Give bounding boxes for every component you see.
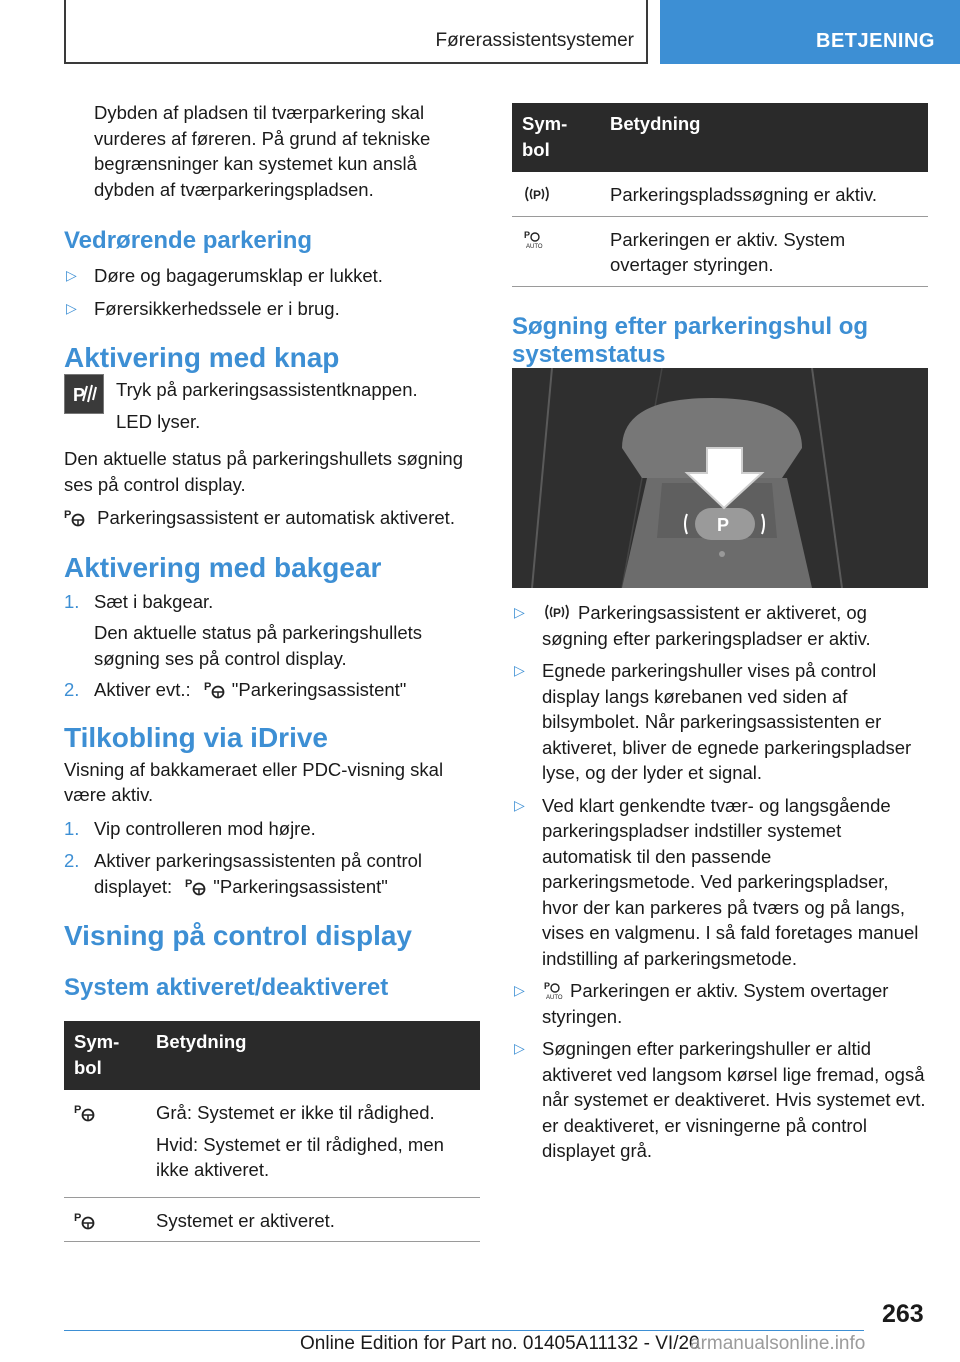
list-item: ▷ P Parkeringsassistent er aktiveret, og søgning efter parkeringspladser er aktiv. bbox=[514, 602, 871, 649]
bullet-triangle-icon: ▷ bbox=[66, 299, 77, 316]
auto-activated-paragraph: P Parkeringsassistent er automatisk aktiveret. bbox=[64, 507, 455, 528]
svg-text:P: P bbox=[524, 229, 531, 240]
edition-text: Online Edition for Part no. 01405A11132 - VI/20 bbox=[300, 1333, 700, 1354]
table-row: P Systemet er aktiveret. bbox=[64, 1197, 480, 1242]
section-tab-label: BETJENING bbox=[816, 30, 935, 52]
svg-text:P: P bbox=[64, 509, 72, 521]
park-assist-steering-icon bbox=[74, 1210, 96, 1230]
heading-aktivering-bakgear: Aktivering med bakgear bbox=[64, 551, 382, 583]
intro-paragraph: Dybden af pladsen til tværparkering skal vurderes af føreren. På grund af tekniske begrænsninger kan systemet kun anslå dybden af tværparkeringspladsen. bbox=[94, 102, 431, 200]
park-assist-steering-icon bbox=[204, 679, 226, 699]
table-header-meaning: Betydning bbox=[146, 1021, 480, 1090]
svg-text:P: P bbox=[533, 188, 542, 202]
heading-aktivering-knap: Aktivering med knap bbox=[64, 342, 340, 373]
header-frame bbox=[64, 0, 648, 64]
knap-instruction: Tryk på parkeringsassistentknappen. bbox=[116, 379, 418, 400]
list-item: ▷ Egnede parkeringshuller vises på control display langs kørebanen ved siden af bilsymbolet. Når parkeringsassistenten er aktiveret, bliver de egnede parkeringspladser lyse, og der lyder et signal. bbox=[514, 660, 912, 783]
svg-text:P: P bbox=[553, 606, 562, 620]
heading-visning-control-display: Visning på control display bbox=[64, 920, 412, 951]
table-header-symbol: Sym-bol bbox=[512, 103, 600, 172]
svg-text:P: P bbox=[203, 681, 212, 693]
heading-system-aktiveret: System aktiveret/deaktiveret bbox=[64, 974, 389, 1001]
svg-text:P: P bbox=[185, 877, 193, 890]
list-item: 2. Aktiver evt.: P "Parkeringsassistent" bbox=[64, 679, 407, 700]
symbol-table-search bbox=[512, 103, 928, 287]
list-item: ▷ Døre og bagagerumsklap er lukket. bbox=[64, 263, 480, 289]
park-assist-steering-icon bbox=[74, 1102, 96, 1122]
right-bullets bbox=[512, 600, 928, 1164]
park-assist-button-icon bbox=[64, 374, 104, 414]
right-column bbox=[512, 103, 928, 369]
page-header-title: Førerassistentsystemer bbox=[435, 30, 634, 51]
bullet-triangle-icon: ▷ bbox=[66, 267, 77, 283]
list-item: ▷ Førersikkerhedssele er i brug. bbox=[64, 296, 480, 322]
bullet-triangle-icon: ▷ bbox=[514, 982, 525, 998]
park-assist-steering-icon bbox=[64, 507, 86, 527]
bullet-triangle-icon: ▷ bbox=[514, 604, 525, 620]
park-auto-icon bbox=[542, 980, 564, 1000]
svg-text:P: P bbox=[74, 1104, 82, 1116]
heading-vedroerende: Vedrørende parkering bbox=[64, 227, 313, 254]
table-row: P Grå: Systemet er ikke til rådighed. Hvid: Systemet er til rådighed, men ikke aktiveret. bbox=[64, 1090, 480, 1197]
bullet-triangle-icon: ▷ bbox=[514, 796, 525, 813]
svg-text:P: P bbox=[717, 515, 730, 535]
list-item: 1. Sæt i bakgear. bbox=[64, 590, 214, 612]
list-item: ▷ Ved klart genkendte tvær- og langsgående parkeringspladser indstiller systemet automatisk til den passende parkeringsmetode. Ved parkeringspladser, hvor der kan parkeres på tværs og på langs, vises en valgmenu. I så fald foretages manuel indstilling af parkeringsmetode. bbox=[514, 794, 919, 969]
park-assist-steering-icon bbox=[185, 876, 207, 896]
control-display-image bbox=[512, 368, 928, 588]
list-item: ▷ Søgningen efter parkeringshuller er altid aktiveret ved langsom kørsel lige fremad, også når systemet er deaktiveret. Hvis systemet evt. er deaktiveret, er visningerne på control displayet grå. bbox=[514, 1038, 926, 1161]
section-tab bbox=[660, 0, 960, 64]
park-auto-icon bbox=[522, 229, 544, 249]
bullet-triangle-icon: ▷ bbox=[514, 662, 525, 678]
heading-tilkobling-idrive: Tilkobling via iDrive bbox=[64, 721, 329, 753]
svg-text:P: P bbox=[73, 385, 86, 405]
footer-divider bbox=[64, 1330, 864, 1331]
svg-text:P: P bbox=[544, 981, 551, 991]
list-item: 2. Aktiver parkeringsassistenten på control displayet: P "Parkeringsassistent" bbox=[64, 850, 423, 897]
svg-text:AUTO: AUTO bbox=[546, 995, 563, 1000]
svg-text:P: P bbox=[74, 1211, 82, 1224]
table-header-meaning: Betydning bbox=[600, 103, 928, 172]
table-header-symbol: Sym-bol bbox=[64, 1021, 146, 1090]
page-number: 263 bbox=[882, 1300, 924, 1328]
watermark: armanualsonline.info bbox=[690, 1333, 866, 1354]
park-search-icon bbox=[522, 184, 552, 204]
status-paragraph: Den aktuelle status på parkeringshullets søgning ses på control display. bbox=[64, 448, 464, 495]
knap-led: LED lyser. bbox=[116, 410, 201, 432]
heading-soegning: Søgning efter parkeringshul og systemstatus bbox=[512, 312, 869, 368]
list-item-detail: Den aktuelle status på parkeringshullets søgning ses på control display. bbox=[94, 622, 423, 669]
left-column bbox=[64, 100, 480, 1242]
table-row: P Parkeringspladssøgning er aktiv. bbox=[512, 172, 928, 216]
list-item: ▷ P AUTO Parkeringen er aktiv. System overtager styringen. bbox=[514, 980, 889, 1027]
symbol-table-system bbox=[64, 1021, 480, 1242]
bullet-triangle-icon: ▷ bbox=[514, 1040, 525, 1056]
list-item: 1. Vip controlleren mod højre. bbox=[64, 817, 316, 839]
svg-text:AUTO: AUTO bbox=[526, 243, 543, 249]
park-search-icon bbox=[542, 602, 572, 622]
table-row: P AUTO Parkeringen er aktiv. System overtager styringen. bbox=[512, 216, 928, 286]
idrive-paragraph: Visning af bakkameraet eller PDC-visning skal være aktiv. bbox=[64, 758, 444, 805]
